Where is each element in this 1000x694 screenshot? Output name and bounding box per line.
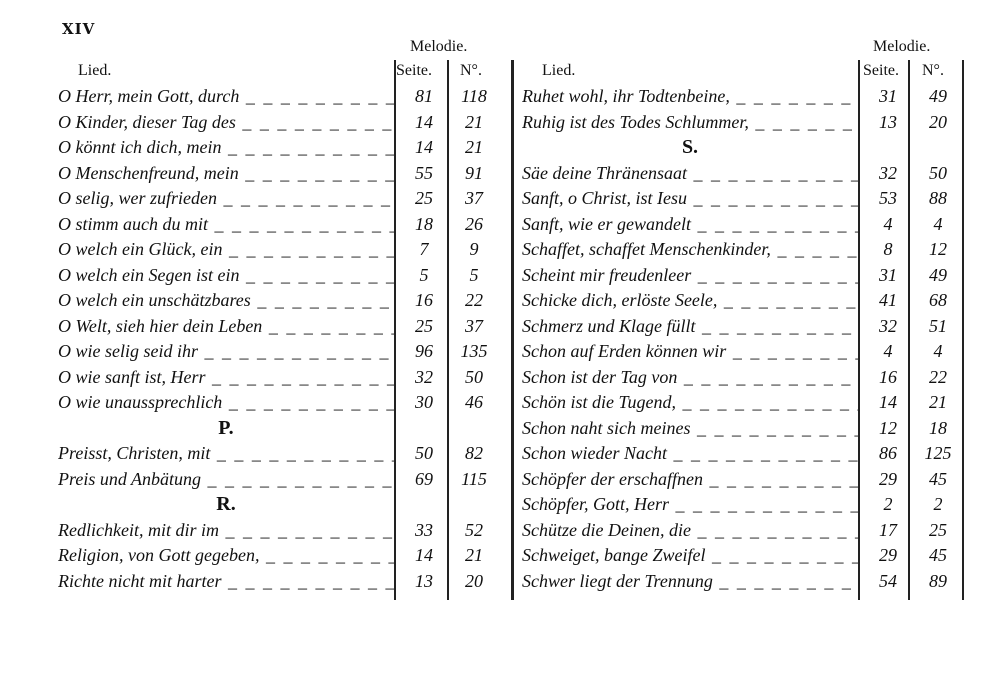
- page-ref: 54: [879, 570, 897, 591]
- page-ref: 41: [879, 290, 897, 310]
- melody-number: 51: [929, 315, 947, 336]
- melody-number: 22: [465, 290, 483, 310]
- seite-header: Seite.: [396, 62, 432, 79]
- index-row: [522, 365, 962, 391]
- index-row: [522, 390, 962, 416]
- page-ref: 13: [415, 570, 433, 591]
- melody-number: 50: [465, 366, 483, 387]
- song-title: Schütze die Deinen, die _ _: [522, 518, 858, 544]
- page-ref: 31: [879, 86, 897, 106]
- page-ref: 32: [879, 162, 897, 183]
- index-row: [58, 543, 498, 569]
- index-row: [58, 314, 498, 340]
- melody-number: 20: [929, 111, 947, 132]
- column-divider: [512, 60, 514, 600]
- page-ref: 29: [879, 545, 897, 565]
- index-row: [522, 186, 962, 212]
- page-ref: 14: [879, 392, 897, 412]
- index-row: [522, 543, 962, 569]
- page-ref: 7: [419, 239, 429, 259]
- melody-number: 125: [924, 443, 952, 463]
- song-title: O welch ein Glück, ein _ _: [58, 237, 394, 263]
- section-letter-label: S.: [681, 136, 699, 158]
- number-header: N°.: [922, 62, 944, 79]
- song-title: Redlichkeit, mit dir im _ _: [58, 518, 394, 544]
- index-row: [58, 110, 498, 136]
- song-title: Schon auf Erden können wir _ _: [522, 339, 858, 365]
- song-title: O wie unaussprechlich _ _: [58, 390, 394, 416]
- index-row: [522, 492, 962, 518]
- page-ref: 30: [415, 392, 433, 412]
- song-title: Ruhig ist des Todes Schlummer, _ _: [522, 110, 858, 136]
- page-ref: 12: [879, 417, 897, 438]
- page-ref: 17: [879, 519, 897, 540]
- section-letter: [522, 135, 962, 161]
- page-ref: 14: [415, 545, 433, 565]
- melody-number: 12: [929, 239, 947, 259]
- song-title: Schmerz und Klage füllt _ _: [522, 314, 858, 340]
- section-letter-label: R.: [216, 493, 236, 515]
- index-row: [58, 186, 498, 212]
- page-ref: 32: [879, 315, 897, 336]
- melody-number: 21: [465, 137, 483, 157]
- song-title: O Kinder, dieser Tag des _ _: [58, 110, 394, 136]
- page-ref: 81: [415, 86, 433, 106]
- index-list-left: [58, 84, 498, 594]
- melody-number: 45: [929, 545, 947, 565]
- melody-number: 26: [465, 213, 483, 234]
- song-title: O welch ein Segen ist ein _ _: [58, 263, 394, 289]
- song-title: Schicke dich, erlöste Seele, _ _: [522, 288, 858, 314]
- index-row: [58, 467, 498, 493]
- melody-number: 68: [929, 290, 947, 310]
- song-title: Schwer liegt der Trennung _ _: [522, 569, 858, 595]
- page-number: XIV: [62, 20, 96, 38]
- song-title: Schöpfer der erschaffnen _ _: [522, 467, 858, 493]
- page-ref: 50: [415, 443, 433, 463]
- index-row: [522, 110, 962, 136]
- page-ref: 31: [879, 264, 897, 285]
- melodie-header: Melodie.: [873, 38, 931, 55]
- melodie-header: Melodie.: [410, 38, 468, 55]
- index-row: [522, 518, 962, 544]
- melody-number: 118: [461, 86, 487, 106]
- page-ref: 53: [879, 188, 897, 208]
- index-row: [522, 441, 962, 467]
- song-title: Schon naht sich meines _ _: [522, 416, 858, 442]
- song-title: Schon ist der Tag von _ _: [522, 365, 858, 391]
- page-ref: 4: [883, 213, 893, 234]
- song-title: Schön ist die Tugend, _ _: [522, 390, 858, 416]
- index-row: [522, 237, 962, 263]
- song-title: O selig, wer zufrieden _ _: [58, 186, 394, 212]
- song-title: Scheint mir freudenleer _ _: [522, 263, 858, 289]
- page-ref: 33: [415, 519, 433, 540]
- song-title: Ruhet wohl, ihr Todtenbeine, _ _: [522, 84, 858, 110]
- melody-number: 5: [469, 264, 479, 285]
- melody-number: 49: [929, 264, 947, 285]
- melody-number: 52: [465, 519, 483, 540]
- page-ref: 8: [883, 239, 893, 259]
- index-list-right: [522, 84, 962, 594]
- melody-number: 89: [929, 570, 947, 591]
- melody-number: 20: [465, 570, 483, 591]
- melody-number: 50: [929, 162, 947, 183]
- number-header: N°.: [460, 62, 482, 79]
- index-row: [58, 390, 498, 416]
- index-row: [522, 339, 962, 365]
- song-title: Religion, von Gott gegeben, _ _: [58, 543, 394, 569]
- index-row: [58, 84, 498, 110]
- seite-header: Seite.: [863, 62, 899, 79]
- section-letter: [58, 416, 498, 442]
- song-title: Preis und Anbätung _ _: [58, 467, 394, 493]
- song-title: Säe deine Thränensaat _ _: [522, 161, 858, 187]
- lied-header: Lied.: [542, 62, 576, 79]
- page-ref: 86: [879, 443, 897, 463]
- melody-number: 22: [929, 366, 947, 387]
- page-ref: 96: [415, 341, 433, 361]
- page-ref: 14: [415, 137, 433, 157]
- page-ref: 14: [415, 111, 433, 132]
- melody-number: 21: [465, 545, 483, 565]
- song-title: Schöpfer, Gott, Herr _ _: [522, 492, 858, 518]
- index-row: [58, 161, 498, 187]
- index-row: [58, 288, 498, 314]
- melody-number: 37: [465, 315, 483, 336]
- song-title: Richte nicht mit harter _ _: [58, 569, 394, 595]
- index-row: [522, 416, 962, 442]
- index-row: [58, 237, 498, 263]
- song-title: Schaffet, schaffet Menschenkinder, _ _: [522, 237, 858, 263]
- page-ref: 32: [415, 366, 433, 387]
- index-row: [58, 518, 498, 544]
- page-ref: 2: [883, 494, 893, 514]
- index-row: [58, 339, 498, 365]
- melody-number: 18: [929, 417, 947, 438]
- index-row: [522, 161, 962, 187]
- melody-number: 9: [469, 239, 479, 259]
- melody-number: 88: [929, 188, 947, 208]
- melody-number: 46: [465, 392, 483, 412]
- index-row: [58, 569, 498, 595]
- index-row: [58, 212, 498, 238]
- index-row: [58, 365, 498, 391]
- melody-number: 21: [929, 392, 947, 412]
- song-title: Preisst, Christen, mit _ _: [58, 441, 394, 467]
- page-ref: 4: [883, 341, 893, 361]
- song-title: O Welt, sieh hier dein Leben _ _: [58, 314, 394, 340]
- index-row: [522, 467, 962, 493]
- melody-number: 115: [461, 468, 487, 489]
- melody-number: 82: [465, 443, 483, 463]
- melody-number: 37: [465, 188, 483, 208]
- melody-number: 21: [465, 111, 483, 132]
- index-row: [522, 212, 962, 238]
- section-letter: [58, 492, 498, 518]
- melody-number: 4: [933, 213, 943, 234]
- song-title: O stimm auch du mit _ _: [58, 212, 394, 238]
- song-title: O welch ein unschätzbares _ _: [58, 288, 394, 314]
- page-ref: 25: [415, 188, 433, 208]
- index-row: [58, 135, 498, 161]
- melody-number: 4: [933, 341, 943, 361]
- song-title: O wie selig seid ihr _ _: [58, 339, 394, 365]
- index-row: [522, 84, 962, 110]
- index-row: [522, 263, 962, 289]
- index-row: [522, 569, 962, 595]
- song-title: Sanft, wie er gewandelt _ _: [522, 212, 858, 238]
- song-title: Sanft, o Christ, ist Iesu _ _: [522, 186, 858, 212]
- index-row: [522, 288, 962, 314]
- song-title: O wie sanft ist, Herr _ _: [58, 365, 394, 391]
- song-title: Schon wieder Nacht _ _: [522, 441, 858, 467]
- page-ref: 13: [879, 111, 897, 132]
- song-title: O Menschenfreund, mein _ _: [58, 161, 394, 187]
- page-ref: 5: [419, 264, 429, 285]
- melody-number: 135: [460, 341, 488, 361]
- melody-number: 91: [465, 162, 483, 183]
- melody-number: 25: [929, 519, 947, 540]
- melody-number: 45: [929, 468, 947, 489]
- page-ref: 55: [415, 162, 433, 183]
- lied-header: Lied.: [78, 62, 112, 79]
- page-ref: 18: [415, 213, 433, 234]
- melody-number: 49: [929, 86, 947, 106]
- melody-number: 2: [933, 494, 943, 514]
- page-ref: 69: [415, 468, 433, 489]
- song-title: Schweiget, bange Zweifel _ _: [522, 543, 858, 569]
- page-ref: 25: [415, 315, 433, 336]
- page-ref: 16: [879, 366, 897, 387]
- song-title: O Herr, mein Gott, durch _ _: [58, 84, 394, 110]
- section-letter-label: P.: [218, 416, 234, 439]
- song-title: O könnt ich dich, mein _ _: [58, 135, 394, 161]
- index-row: [58, 441, 498, 467]
- index-row: [58, 263, 498, 289]
- page-ref: 16: [415, 290, 433, 310]
- column-divider: [962, 60, 964, 600]
- page-ref: 29: [879, 468, 897, 489]
- index-row: [522, 314, 962, 340]
